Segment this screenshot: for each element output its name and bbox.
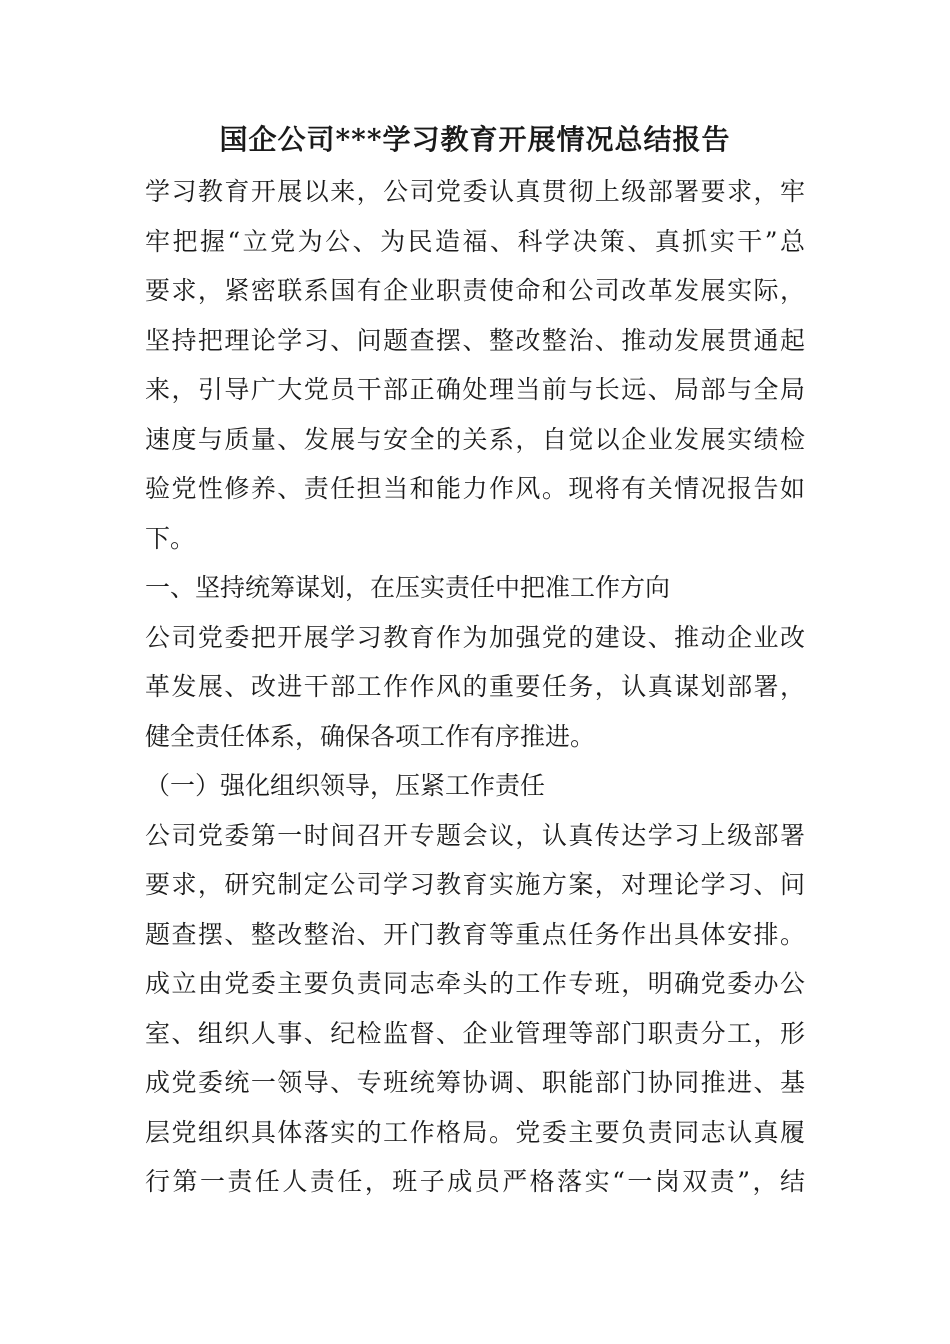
body-line: 成党委统一领导、专班统筹协调、职能部门协同推进、基: [145, 1068, 805, 1097]
body-line: 室、组织人事、纪检监督、企业管理等部门职责分工，形: [145, 1018, 805, 1048]
body-line: 一、坚持统筹谋划，在压实责任中把准工作方向: [145, 573, 671, 602]
body-line: 公司党委第一时间召开专题会议，认真传达学习上级部署: [145, 820, 805, 850]
document-title: 国企公司***学习教育开展情况总结报告: [219, 123, 731, 156]
body-line: 要求，研究制定公司学习教育实施方案，对理论学习、问: [145, 870, 805, 899]
body-line: 层党组织具体落实的工作格局。党委主要负责同志认真履: [145, 1117, 805, 1147]
body-line: 题查摆、整改整治、开门教育等重点任务作出具体安排。: [145, 919, 805, 949]
body-line: 行第一责任人责任，班子成员严格落实“一岗双责”，结: [145, 1167, 805, 1196]
body-line: 公司党委把开展学习教育作为加强党的建设、推动企业改: [145, 622, 805, 652]
body-line: 速度与质量、发展与安全的关系，自觉以企业发展实绩检: [145, 424, 805, 454]
body-line: 坚持把理论学习、问题查摆、整改整治、推动发展贯通起: [145, 325, 805, 355]
body-line: 牢把握“立党为公、为民造福、科学决策、真抓实干”总: [145, 226, 805, 256]
body-line: 要求，紧密联系国有企业职责使命和公司改革发展实际，: [145, 276, 805, 305]
body-line: （一）强化组织领导，压紧工作责任: [145, 771, 546, 800]
body-line: 革发展、改进干部工作作风的重要任务，认真谋划部署，: [145, 672, 805, 701]
body-line: 验党性修养、责任担当和能力作风。现将有关情况报告如: [145, 474, 805, 503]
body-line: 下。: [145, 523, 196, 553]
body-line: 健全责任体系，确保各项工作有序推进。: [145, 721, 596, 751]
body-line: 成立由党委主要负责同志牵头的工作专班，明确党委办公: [145, 969, 805, 998]
body-line: 来，引导广大党员干部正确处理当前与长远、局部与全局: [145, 375, 805, 404]
body-line: 学习教育开展以来，公司党委认真贯彻上级部署要求，牢: [145, 177, 805, 206]
